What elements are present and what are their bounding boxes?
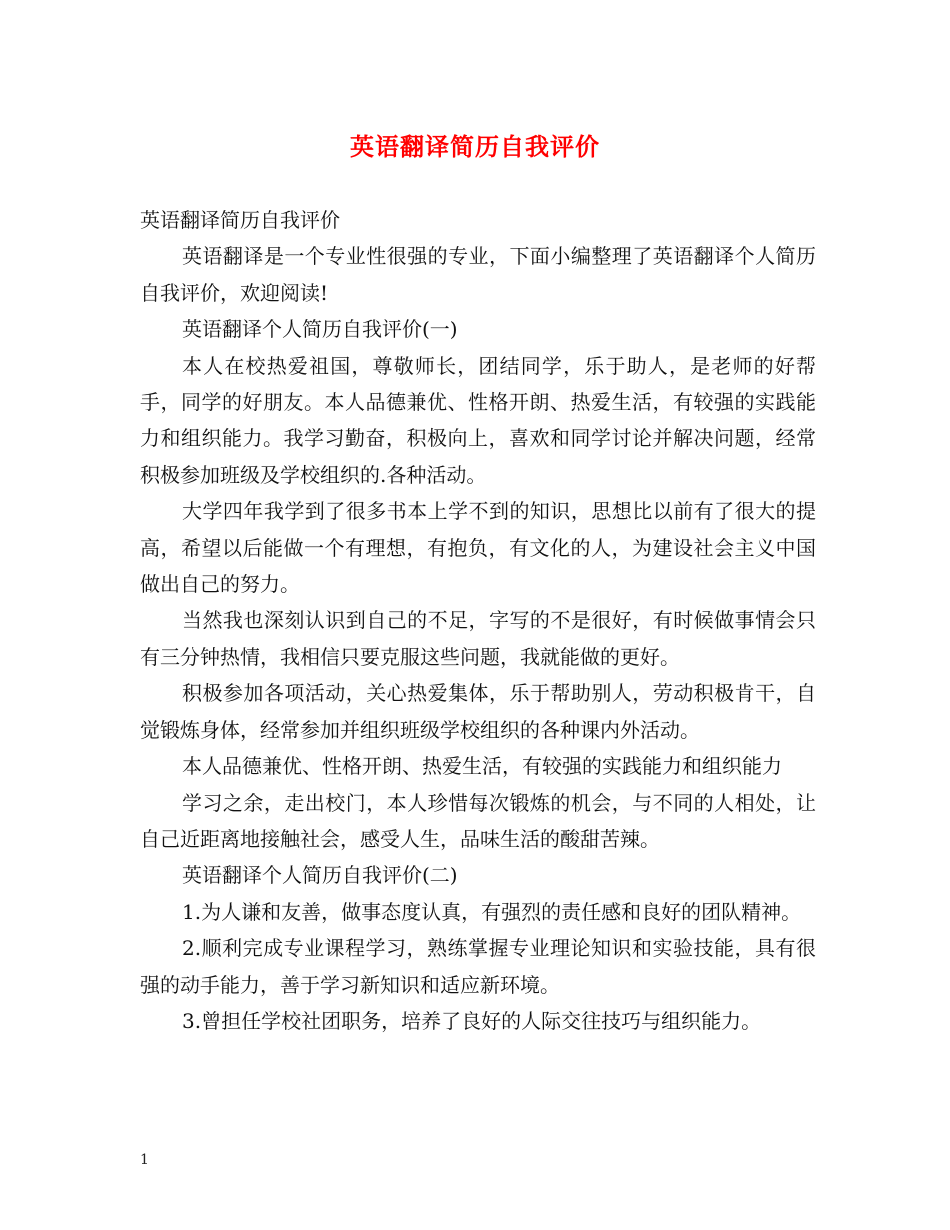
- paragraph: 英语翻译是一个专业性很强的专业，下面小编整理了英语翻译个人简历自我评价，欢迎阅读!: [140, 244, 816, 305]
- list-item: 1.为人谦和友善，做事态度认真，有强烈的责任感和良好的团队精神。: [182, 899, 802, 924]
- document-title: 英语翻译简历自我评价: [350, 132, 600, 161]
- paragraph: 本人在校热爱祖国，尊敬师长，团结同学，乐于助人，是老师的好帮手，同学的好朋友。本人品德兼优、性格开朗、热爱生活，有较强的实践能力和组织能力。我学习勤奋，积极向上，喜欢和同学讨论并解决问题，经常积极参加班级及学校组织的.各种活动。: [140, 353, 816, 487]
- paragraph: 积极参加各项活动，关心热爱集体，乐于帮助别人，劳动积极肯干，自觉锻炼身体，经常参加并组织班级学校组织的各种课内外活动。: [140, 681, 816, 742]
- section-heading: 英语翻译个人简历自我评价(二): [182, 863, 458, 888]
- paragraph: 英语翻译简历自我评价: [140, 208, 340, 232]
- list-item: 2.顺利完成专业课程学习，熟练掌握专业理论知识和实验技能，具有很强的动手能力，善于学习新知识和适应新环境。: [140, 936, 816, 997]
- paragraph: 学习之余，走出校门，本人珍惜每次锻炼的机会，与不同的人相处，让自己近距离地接触社会，感受人生，品味生活的酸甜苦辣。: [140, 790, 816, 851]
- paragraph: 大学四年我学到了很多书本上学不到的知识，思想比以前有了很大的提高，希望以后能做一个有理想，有抱负，有文化的人，为建设社会主义中国做出自己的努力。: [140, 499, 816, 597]
- page-number: 1: [140, 1152, 149, 1168]
- paragraph: 本人品德兼优、性格开朗、热爱生活，有较强的实践能力和组织能力: [182, 754, 782, 779]
- list-item: 3.曾担任学校社团职务，培养了良好的人际交往技巧与组织能力。: [182, 1008, 762, 1033]
- document-body: [140, 202, 816, 1039]
- section-heading: 英语翻译个人简历自我评价(一): [182, 317, 458, 342]
- paragraph: 当然我也深刻认识到自己的不足，字写的不是很好，有时候做事情会只有三分钟热情，我相信只要克服这些问题，我就能做的更好。: [140, 608, 816, 669]
